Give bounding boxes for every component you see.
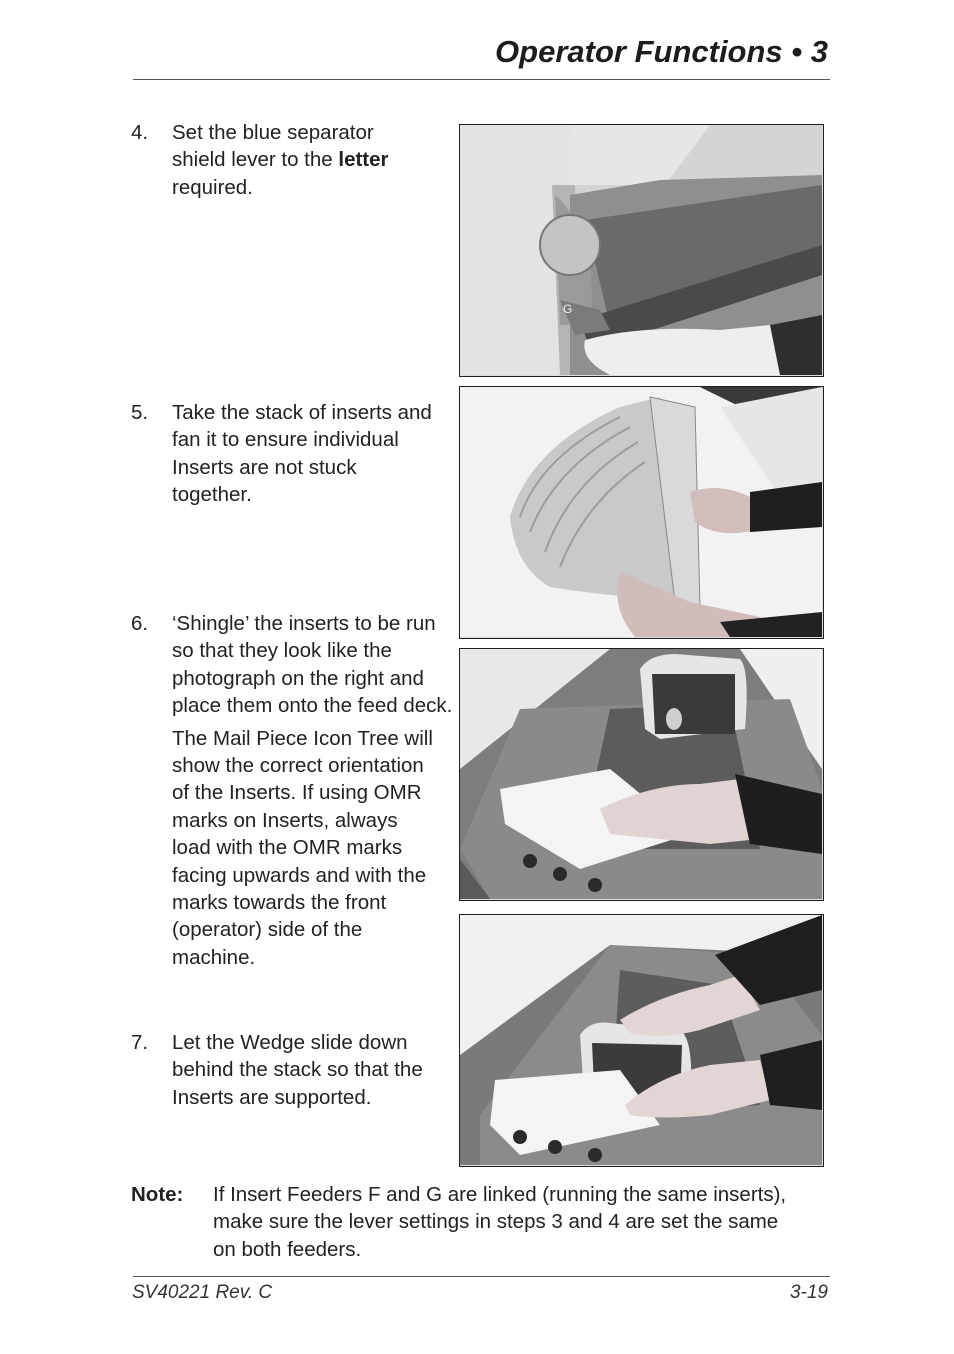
photo-shingled-inserts [459, 648, 824, 901]
step-6 [131, 610, 451, 971]
photo-fanning-inserts [459, 386, 824, 639]
photo-separator-lever [459, 124, 824, 377]
note-text: If Insert Feeders F and G are linked (running the same inserts), make sure the lever settings in steps 3 and 4 are set the same on both feeders. [213, 1183, 787, 1261]
photo-wedge-supporting-inserts-image [460, 915, 822, 1165]
step-text: Set the blue separator shield lever to the letter required. [172, 121, 389, 199]
step-text-continued: The Mail Piece Icon Tree will show the correct orientation of the Inserts. If using OMR marks on Inserts, always load with the OMR marks facing upwards and with the marks towards the front (operator) side of the machine. [172, 726, 433, 969]
step-text: ‘Shingle’ the inserts to be run so that they look like the photograph on the right and place them onto the feed deck. [172, 612, 453, 718]
step-number: 4. [131, 121, 149, 144]
note-label: Note: [131, 1183, 184, 1206]
step-number: 7. [131, 1031, 149, 1054]
step-5 [131, 399, 451, 509]
photo-wedge-supporting-inserts [459, 914, 824, 1167]
step-number: 6. [131, 612, 149, 635]
photo-separator-lever-image [460, 125, 822, 375]
step-text: Take the stack of inserts and fan it to ensure individual Inserts are not stuck together. [172, 401, 432, 507]
step-number: 5. [131, 401, 149, 424]
step-7 [131, 1029, 451, 1111]
footer-page-number: 3-19 [789, 1282, 828, 1303]
step-bold-term: letter [338, 148, 389, 172]
page-title: Operator Functions • 3 [495, 34, 828, 69]
photo-shingled-inserts-image [460, 649, 822, 899]
footer-rule [133, 1276, 830, 1277]
photo-fanning-inserts-image [460, 387, 822, 637]
step-text: Let the Wedge slide down behind the stack so that the Inserts are supported. [172, 1031, 423, 1109]
step-4 [131, 119, 451, 201]
header-rule [133, 79, 830, 80]
lever-scale-letter: G [563, 302, 573, 316]
footer-document-id: SV40221 Rev. C [132, 1282, 273, 1303]
note-block [131, 1181, 831, 1263]
